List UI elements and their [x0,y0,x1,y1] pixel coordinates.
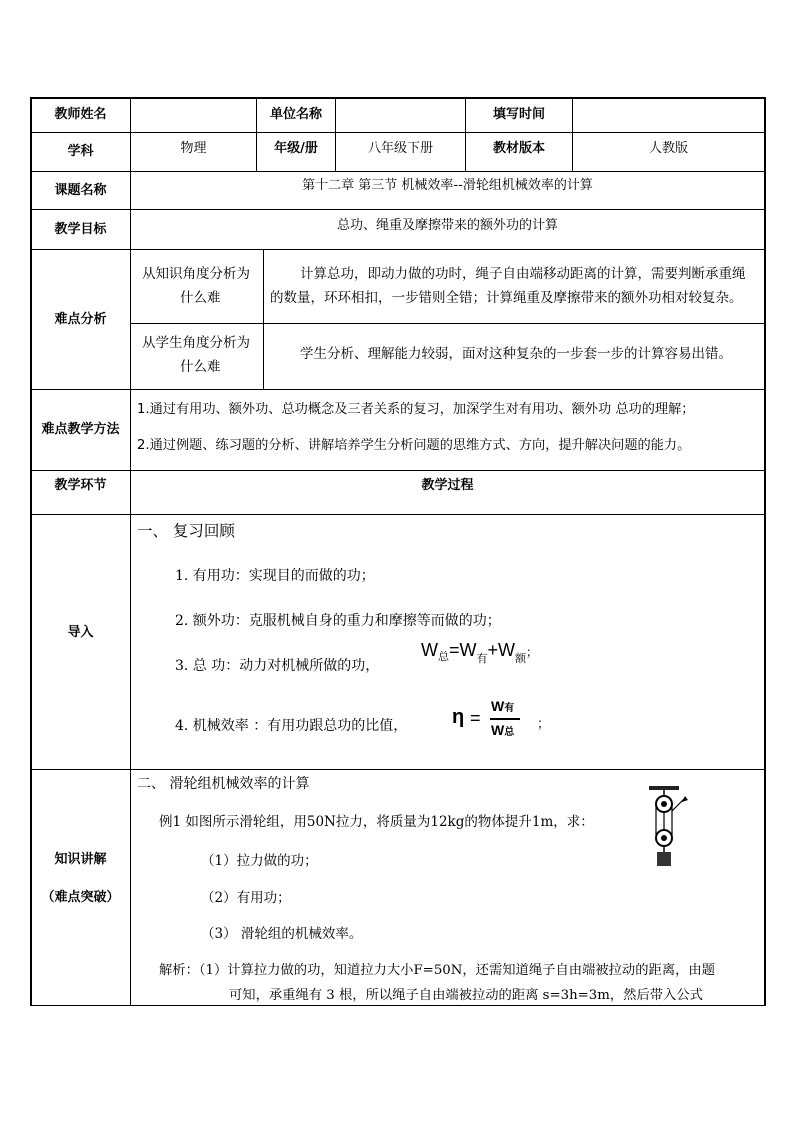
knowledge-label: 知识讲解 [54,852,107,868]
denominator-symbol: W [491,722,505,738]
formula-end: ； [526,645,539,659]
intro-item-1: 1. 有用功：实现目的而做的功； [175,568,375,584]
formula-subscript: 总 [438,651,449,663]
formula-subscript: 额 [515,653,527,665]
intro-section-title: 一、 复习回顾 [137,522,235,540]
efficiency-end: ； [537,716,551,731]
grade-label: 年级/册 [274,141,318,157]
topic-label: 课题名称 [54,182,107,198]
goal-value: 总功、绳重及摩擦带来的额外功的计算 [336,218,558,234]
efficiency-eta: η [452,706,465,728]
efficiency-eq: = [470,708,481,728]
knowledge-angle-label: 从知识角度分析为 [142,266,250,282]
pull-arrow-icon [682,796,688,802]
fill-time-value[interactable] [573,98,764,132]
formula-symbol: +W [487,640,516,660]
formula-subscript: 有 [476,653,488,665]
ceiling-mount [649,786,679,790]
formula-symbol: =W [449,640,477,660]
question-2: （2）有用功； [201,890,291,906]
method-item-2: 2.通过例题、练习题的分析、讲解培养学生分析问题的思维方式、方向，提升解决问题的能力。 [137,438,691,453]
method-label: 难点教学方法 [41,422,120,438]
grade-value: 八年级下册 [367,141,433,157]
question-1: （1）拉力做的功； [201,853,318,869]
intro-item-3: 3. 总 功：动力对机械所做的功， [175,658,380,674]
efficiency-denominator [491,722,514,738]
fill-time-label: 填写时间 [492,107,545,123]
student-angle-text: 学生分析、理解能力较弱，面对这种复杂的一步套一步的计算容易出错。 [300,346,732,362]
table-row-line [131,323,765,324]
difficulty-label: 难点分析 [54,311,107,327]
knowledge-angle-text: 计算总功，即动力做的功时，绳子自由端移动距离的计算，需要判断承重绳 [300,266,746,282]
student-angle-label: 从学生角度分析为 [142,335,250,351]
teacher-name-value[interactable] [131,98,256,132]
question-3: （3） 滑轮组的机械效率。 [201,926,363,942]
analysis-line-1: 解析：（1）计算拉力做的功，知道拉力大小F=50N，还需知道绳子自由端被拉动的距离，由题 [159,963,716,978]
intro-item-4: 4. 机械效率 ：有用功跟总功的比值， [175,718,408,734]
student-angle-label-2: 什么难 [180,359,221,375]
textbook-value: 人教版 [648,141,688,157]
subject-value: 物理 [180,141,207,157]
intro-item-2: 2. 额外功：克服机械自身的重力和摩擦等而做的功； [175,613,501,629]
table-right-border [764,97,766,1006]
table-row-line [30,249,765,250]
goal-label: 教学目标 [54,221,107,237]
table-col-line [263,249,264,389]
process-header: 教学过程 [421,478,474,494]
knowledge-sublabel: （难点突破） [41,890,120,906]
topic-value: 第十二章 第三节 机械效率--滑轮组机械效率的计算 [302,178,593,194]
table-row-line [30,1005,765,1006]
stage-header: 教学环节 [54,478,107,494]
analysis-line-2: 可知，承重绳有 3 根，所以绳子自由端被拉动的距离 s=3h=3m，然后带入公式 [229,988,703,1003]
table-row-line [30,769,765,770]
denominator-subscript: 总 [504,727,515,738]
textbook-label: 教材版本 [492,141,545,157]
fixed-pulley-axle [661,801,667,807]
table-row-line [30,389,765,390]
movable-pulley-axle [661,835,667,841]
unit-name-label: 单位名称 [269,107,322,123]
subject-label: 学科 [67,144,94,160]
load-block [657,852,671,866]
formula-symbol: W [421,640,438,660]
knowledge-section-title: 二、 滑轮组机械效率的计算 [137,776,310,792]
knowledge-angle-label-2: 什么难 [180,290,221,306]
numerator-subscript: 有 [504,703,515,714]
method-item-1: 1.通过有用功、额外功、总功概念及三者关系的复习，加深学生对有用功、额外功 总功的理解； [137,402,695,417]
pulley-diagram [645,786,695,870]
unit-name-value[interactable] [336,98,465,132]
total-work-formula [421,640,538,666]
fraction-bar [490,718,520,720]
numerator-symbol: W [491,698,505,714]
teacher-name-label: 教师姓名 [54,107,107,123]
table-row-line [30,514,765,515]
efficiency-numerator [491,698,514,714]
knowledge-angle-text-2: 的数量，环环相扣，一步错则全错；计算绳重及摩擦带来的额外功相对较复杂。 [270,290,743,306]
intro-label: 导入 [67,625,94,641]
example-1: 例1 如图所示滑轮组，用50N拉力，将质量为12kg的物体提升1m，求： [159,814,594,830]
